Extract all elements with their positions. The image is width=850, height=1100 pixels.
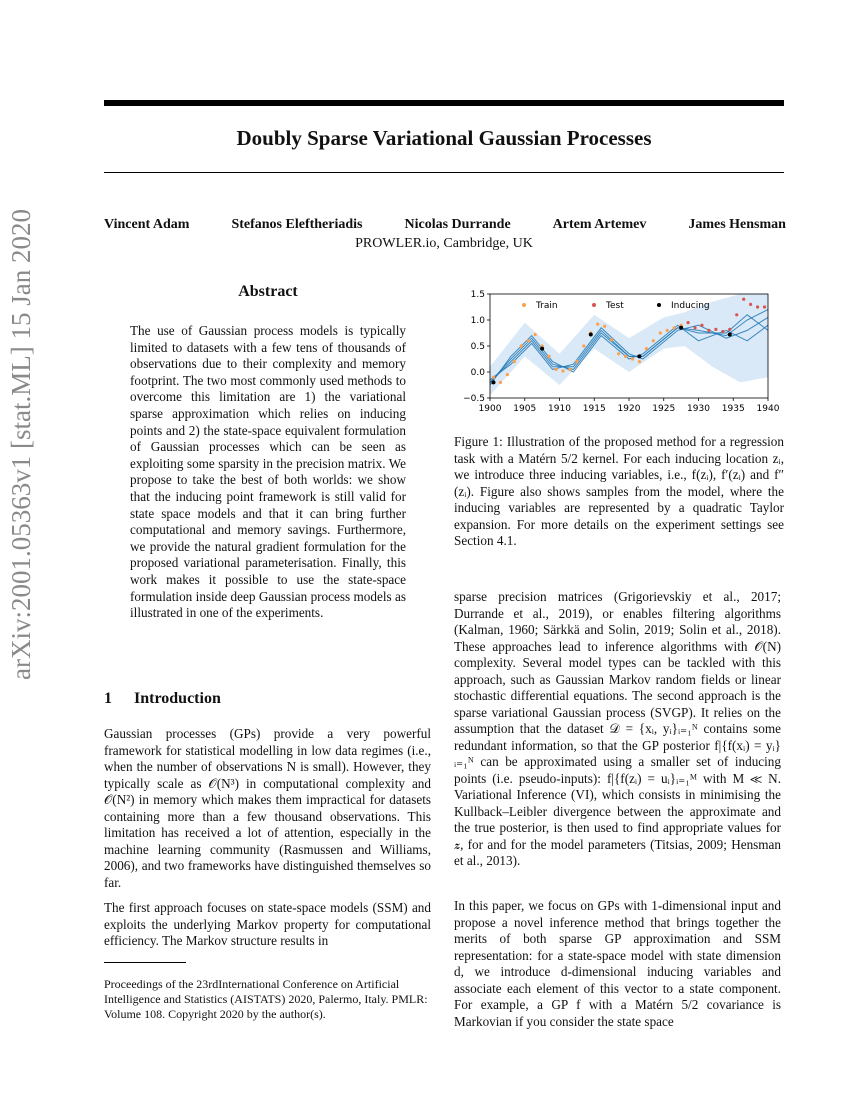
confidence-band	[490, 294, 768, 395]
test-point	[749, 303, 752, 306]
author: James Hensman	[688, 217, 786, 232]
intro-paragraph-2: The first approach focuses on state-space models (SSM) and exploits the underlying Markov property for computational efficiency. The Markov structure results in	[104, 900, 431, 948]
train-point	[492, 376, 495, 379]
inducing-point	[491, 380, 495, 384]
test-point	[728, 328, 731, 331]
legend-label: Train	[536, 301, 558, 311]
train-point	[520, 344, 523, 347]
inducing-point	[540, 347, 544, 351]
x-tick-label: 1915	[582, 404, 606, 414]
legend-marker	[657, 303, 661, 307]
train-point	[624, 355, 627, 358]
y-tick-label: 1.5	[470, 290, 485, 300]
inducing-point	[589, 333, 593, 337]
intro-paragraph-1: Gaussian processes (GPs) provide a very powerful framework for statistical modelling in low data regimes (i.e., when the number of observations N is small). However, they typically scale as 𝒪(N³) in computational complexity and 𝒪(N²) in memory which makes them impractical for datasets containing more than a few thousand observations. This limitation has received a lot of attention, especially in the machine learning community (Rasmussen and Williams, 2006), and two frameworks have distinguished themselves so far.	[104, 726, 431, 890]
test-point	[714, 328, 717, 331]
inducing-point	[637, 354, 641, 358]
train-point	[659, 331, 662, 334]
title-bottom-rule	[104, 172, 784, 173]
footnote-rule	[104, 962, 186, 963]
train-point	[499, 381, 502, 384]
test-point	[700, 324, 703, 327]
train-point	[527, 339, 530, 342]
author: Nicolas Durrande	[404, 217, 511, 232]
x-tick-label: 1900	[478, 404, 502, 414]
y-tick-label: 1.0	[470, 316, 485, 326]
y-tick-label: 0.5	[470, 342, 485, 352]
train-point	[666, 329, 669, 332]
intro-paragraph-4: In this paper, we focus on GPs with 1-dimensional input and propose a novel inference method that brings together the merits of both sparse GP approximation and SSM representation: for a state-space model with state dimension d, we introduce d-dimensional inducing variables and associate each element of this vector to a state component. For example, a GP f with a Matérn 5/2 covariance is Markovian if you consider the state space	[454, 898, 781, 1029]
test-point	[686, 321, 689, 324]
x-tick-label: 1940	[756, 404, 780, 414]
test-point	[735, 313, 738, 316]
legend-label: Inducing	[671, 301, 710, 311]
train-point	[610, 338, 613, 341]
figure-1-chart	[454, 288, 784, 418]
author: Vincent Adam	[104, 217, 190, 232]
test-point	[707, 329, 710, 332]
train-point	[652, 339, 655, 342]
train-point	[617, 352, 620, 355]
y-tick-label: −0.5	[463, 394, 485, 404]
train-point	[534, 333, 537, 336]
train-point	[645, 347, 648, 350]
section-title: Introduction	[134, 690, 221, 707]
test-point	[756, 305, 759, 308]
train-point	[506, 373, 509, 376]
x-tick-label: 1910	[548, 404, 571, 414]
train-point	[603, 325, 606, 328]
train-point	[575, 360, 578, 363]
title-top-rule	[104, 100, 784, 106]
author: Stefanos Eleftheriadis	[231, 217, 363, 232]
train-point	[596, 323, 599, 326]
abstract-body: The use of Gaussian process models is typically limited to datasets with a few tens of thousands of observations due to their complexity and memory footprint. The two most commonly used methods to overcome this limitation are 1) the variational sparse approximation which relies on inducing points and 2) the state-space equivalent formulation of Gaussian processes which can be seen as exploiting some sparsity in the precision matrix. We propose to take the best of both worlds: we show that the inducing point framework is still valid for state space models and that it can bring further computational and memory savings. Furthermore, we provide the natural gradient formulation for the proposed variational parameterisation. Finally, this work makes it possible to use the state-space formulation inside deep Gaussian process models as illustrated in one of the experiments.	[130, 323, 406, 621]
author-list	[104, 217, 786, 233]
train-point	[631, 357, 634, 360]
x-tick-label: 1935	[721, 404, 745, 414]
test-point	[742, 298, 745, 301]
test-point	[693, 326, 696, 329]
train-point	[673, 326, 676, 329]
train-point	[568, 368, 571, 371]
abstract-heading: Abstract	[238, 283, 298, 300]
legend-label: Test	[606, 301, 624, 311]
x-tick-label: 1925	[652, 404, 676, 414]
test-point	[721, 330, 724, 333]
x-tick-label: 1920	[617, 404, 641, 414]
x-tick-label: 1930	[687, 404, 710, 414]
test-point	[763, 305, 766, 308]
footnote: Proceedings of the 23rdInternational Conference on Artificial Intelligence and Statistics (AISTATS) 2020, Palermo, Italy. PMLR: Volume 108. Copyright 2020 by the author(s).	[104, 977, 428, 1021]
figure-1	[454, 288, 784, 418]
paper-title: Doubly Sparse Variational Gaussian Processes	[236, 126, 652, 150]
train-point	[554, 368, 557, 371]
train-point	[582, 344, 585, 347]
y-tick-label: 0.0	[470, 368, 485, 378]
author: Artem Artemev	[552, 217, 647, 232]
arxiv-stamp-text: arXiv:2001.05363v1 [stat.ML] 15 Jan 2020	[6, 209, 36, 680]
legend-marker	[592, 303, 596, 307]
arxiv-stamp	[6, 209, 46, 720]
inducing-point	[679, 326, 683, 330]
train-point	[547, 355, 550, 358]
figure-1-caption: Figure 1: Illustration of the proposed method for a regression task with a Matérn 5/2 kernel. For each inducing location zᵢ, we introduce three inducing variables, i.e., f(zᵢ), f′(zᵢ) and f″(zᵢ). Figure also shows samples from the model, where the inducing variables are represented by a quadratic Taylor expansion. For more details on the experiment settings see Section 4.1.	[454, 434, 784, 548]
train-point	[561, 369, 564, 372]
affiliation: PROWLER.io, Cambridge, UK	[355, 236, 533, 251]
train-point	[638, 360, 641, 363]
legend-marker	[522, 303, 526, 307]
section-number: 1	[104, 690, 112, 707]
intro-paragraph-3: sparse precision matrices (Grigorievskiy et al., 2017; Durrande et al., 2019), or enables filtering algorithms (Kalman, 1960; Särkkä and Solin, 2019; Solin et al., 2018). These approaches lead to inference algorithms with 𝒪(N) complexity. Several model types can be tackled with this approach, such as Gaussian Markov random fields or linear stochastic differential equations. The second approach is the sparse variational Gaussian process (SVGP). It relies on the assumption that the dataset 𝒟 = {xᵢ, yᵢ}ᵢ₌₁ᴺ contains some redundant information, so that the GP posterior f|{f(xᵢ) = yᵢ}ᵢ₌₁ᴺ can be approximated using a smaller set of inducing points (i.e. pseudo-inputs): f|{f(zᵢ) = uᵢ}ᵢ₌₁ᴹ with M ≪ N. Variational Inference (VI), which consists in minimising the Kullback–Leibler divergence between the approximate and the true posterior, is then used to find appropriate values for 𝒛, for and for the model parameters (Titsias, 2009; Hensman et al., 2013).	[454, 589, 781, 868]
inducing-point	[728, 333, 732, 337]
x-tick-label: 1905	[513, 404, 537, 414]
section-heading-introduction	[104, 690, 221, 708]
train-point	[513, 360, 516, 363]
